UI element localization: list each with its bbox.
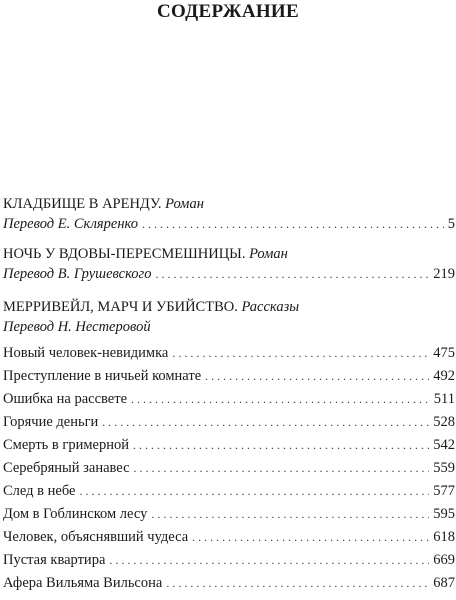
page-number: 669 xyxy=(433,552,455,568)
translator-credit: Перевод Н. Нестеровой xyxy=(3,319,151,335)
toc-entry[interactable] xyxy=(3,574,455,597)
toc-entry[interactable] xyxy=(3,436,455,459)
toc-section xyxy=(3,298,455,597)
page-number: 219 xyxy=(433,266,455,282)
work-genre: Роман xyxy=(165,196,204,212)
story-title: Человек, объяснявший чудеса xyxy=(3,529,189,545)
dot-leader xyxy=(109,551,429,569)
toc-entry[interactable] xyxy=(3,367,455,390)
dot-leader xyxy=(79,482,429,500)
page-number: 528 xyxy=(433,414,455,430)
translator-credit: Перевод Е. Скляренко xyxy=(3,216,138,232)
toc-section xyxy=(3,195,455,233)
work-title: НОЧЬ У ВДОВЫ-ПЕРЕСМЕШНИЦЫ. xyxy=(3,246,246,262)
toc-entry[interactable] xyxy=(3,215,455,233)
story-title: Смерть в гримерной xyxy=(3,437,129,453)
work-genre: Роман xyxy=(249,246,288,262)
dot-leader xyxy=(142,215,444,233)
toc-entry[interactable] xyxy=(3,482,455,505)
toc-entry[interactable] xyxy=(3,459,455,482)
toc-section xyxy=(3,245,455,283)
story-title: Ошибка на рассвете xyxy=(3,391,128,407)
story-title: Пустая квартира xyxy=(3,552,106,568)
page-number: 5 xyxy=(447,216,455,232)
page-number: 618 xyxy=(433,529,455,545)
page-number: 475 xyxy=(433,345,455,361)
dot-leader xyxy=(134,459,430,477)
dot-leader xyxy=(192,528,429,546)
dot-leader xyxy=(133,436,429,454)
translator-credit: Перевод В. Грушевского xyxy=(3,266,152,282)
story-title: Преступление в ничьей комнате xyxy=(3,368,202,384)
work-title: МЕРРИВЕЙЛ, МАРЧ И УБИЙСТВО. xyxy=(3,299,238,315)
page-number: 577 xyxy=(433,483,455,499)
toc-entry[interactable] xyxy=(3,528,455,551)
story-title: Серебряный занавес xyxy=(3,460,130,476)
page-number: 542 xyxy=(433,437,455,453)
dot-leader xyxy=(131,390,430,408)
page-title: СОДЕРЖАНИЕ xyxy=(157,1,299,22)
toc-entry[interactable] xyxy=(3,390,455,413)
story-title: Дом в Гоблинском лесу xyxy=(3,506,148,522)
section-title xyxy=(3,195,455,215)
page-number: 687 xyxy=(433,575,455,591)
dot-leader xyxy=(151,505,429,523)
dot-leader xyxy=(155,265,429,283)
dot-leader xyxy=(102,413,429,431)
story-title: След в небе xyxy=(3,483,76,499)
toc-entry[interactable] xyxy=(3,505,455,528)
story-list xyxy=(3,344,455,597)
section-title xyxy=(3,245,455,265)
toc-entry[interactable] xyxy=(3,344,455,367)
story-title: Горячие деньги xyxy=(3,414,99,430)
section-title xyxy=(3,298,455,318)
toc-entry[interactable] xyxy=(3,551,455,574)
page-number: 492 xyxy=(433,368,455,384)
toc-entry[interactable] xyxy=(3,265,455,283)
dot-leader xyxy=(166,574,429,592)
dot-leader xyxy=(205,367,429,385)
page-number: 511 xyxy=(433,391,455,407)
work-genre: Рассказы xyxy=(241,299,300,315)
story-title: Новый человек-невидимка xyxy=(3,345,169,361)
page-number: 559 xyxy=(433,460,455,476)
dot-leader xyxy=(172,344,429,362)
work-title: КЛАДБИЩЕ В АРЕНДУ. xyxy=(3,196,162,212)
story-title: Афера Вильяма Вильсона xyxy=(3,575,163,591)
toc-entry[interactable] xyxy=(3,413,455,436)
page-number: 595 xyxy=(433,506,455,522)
